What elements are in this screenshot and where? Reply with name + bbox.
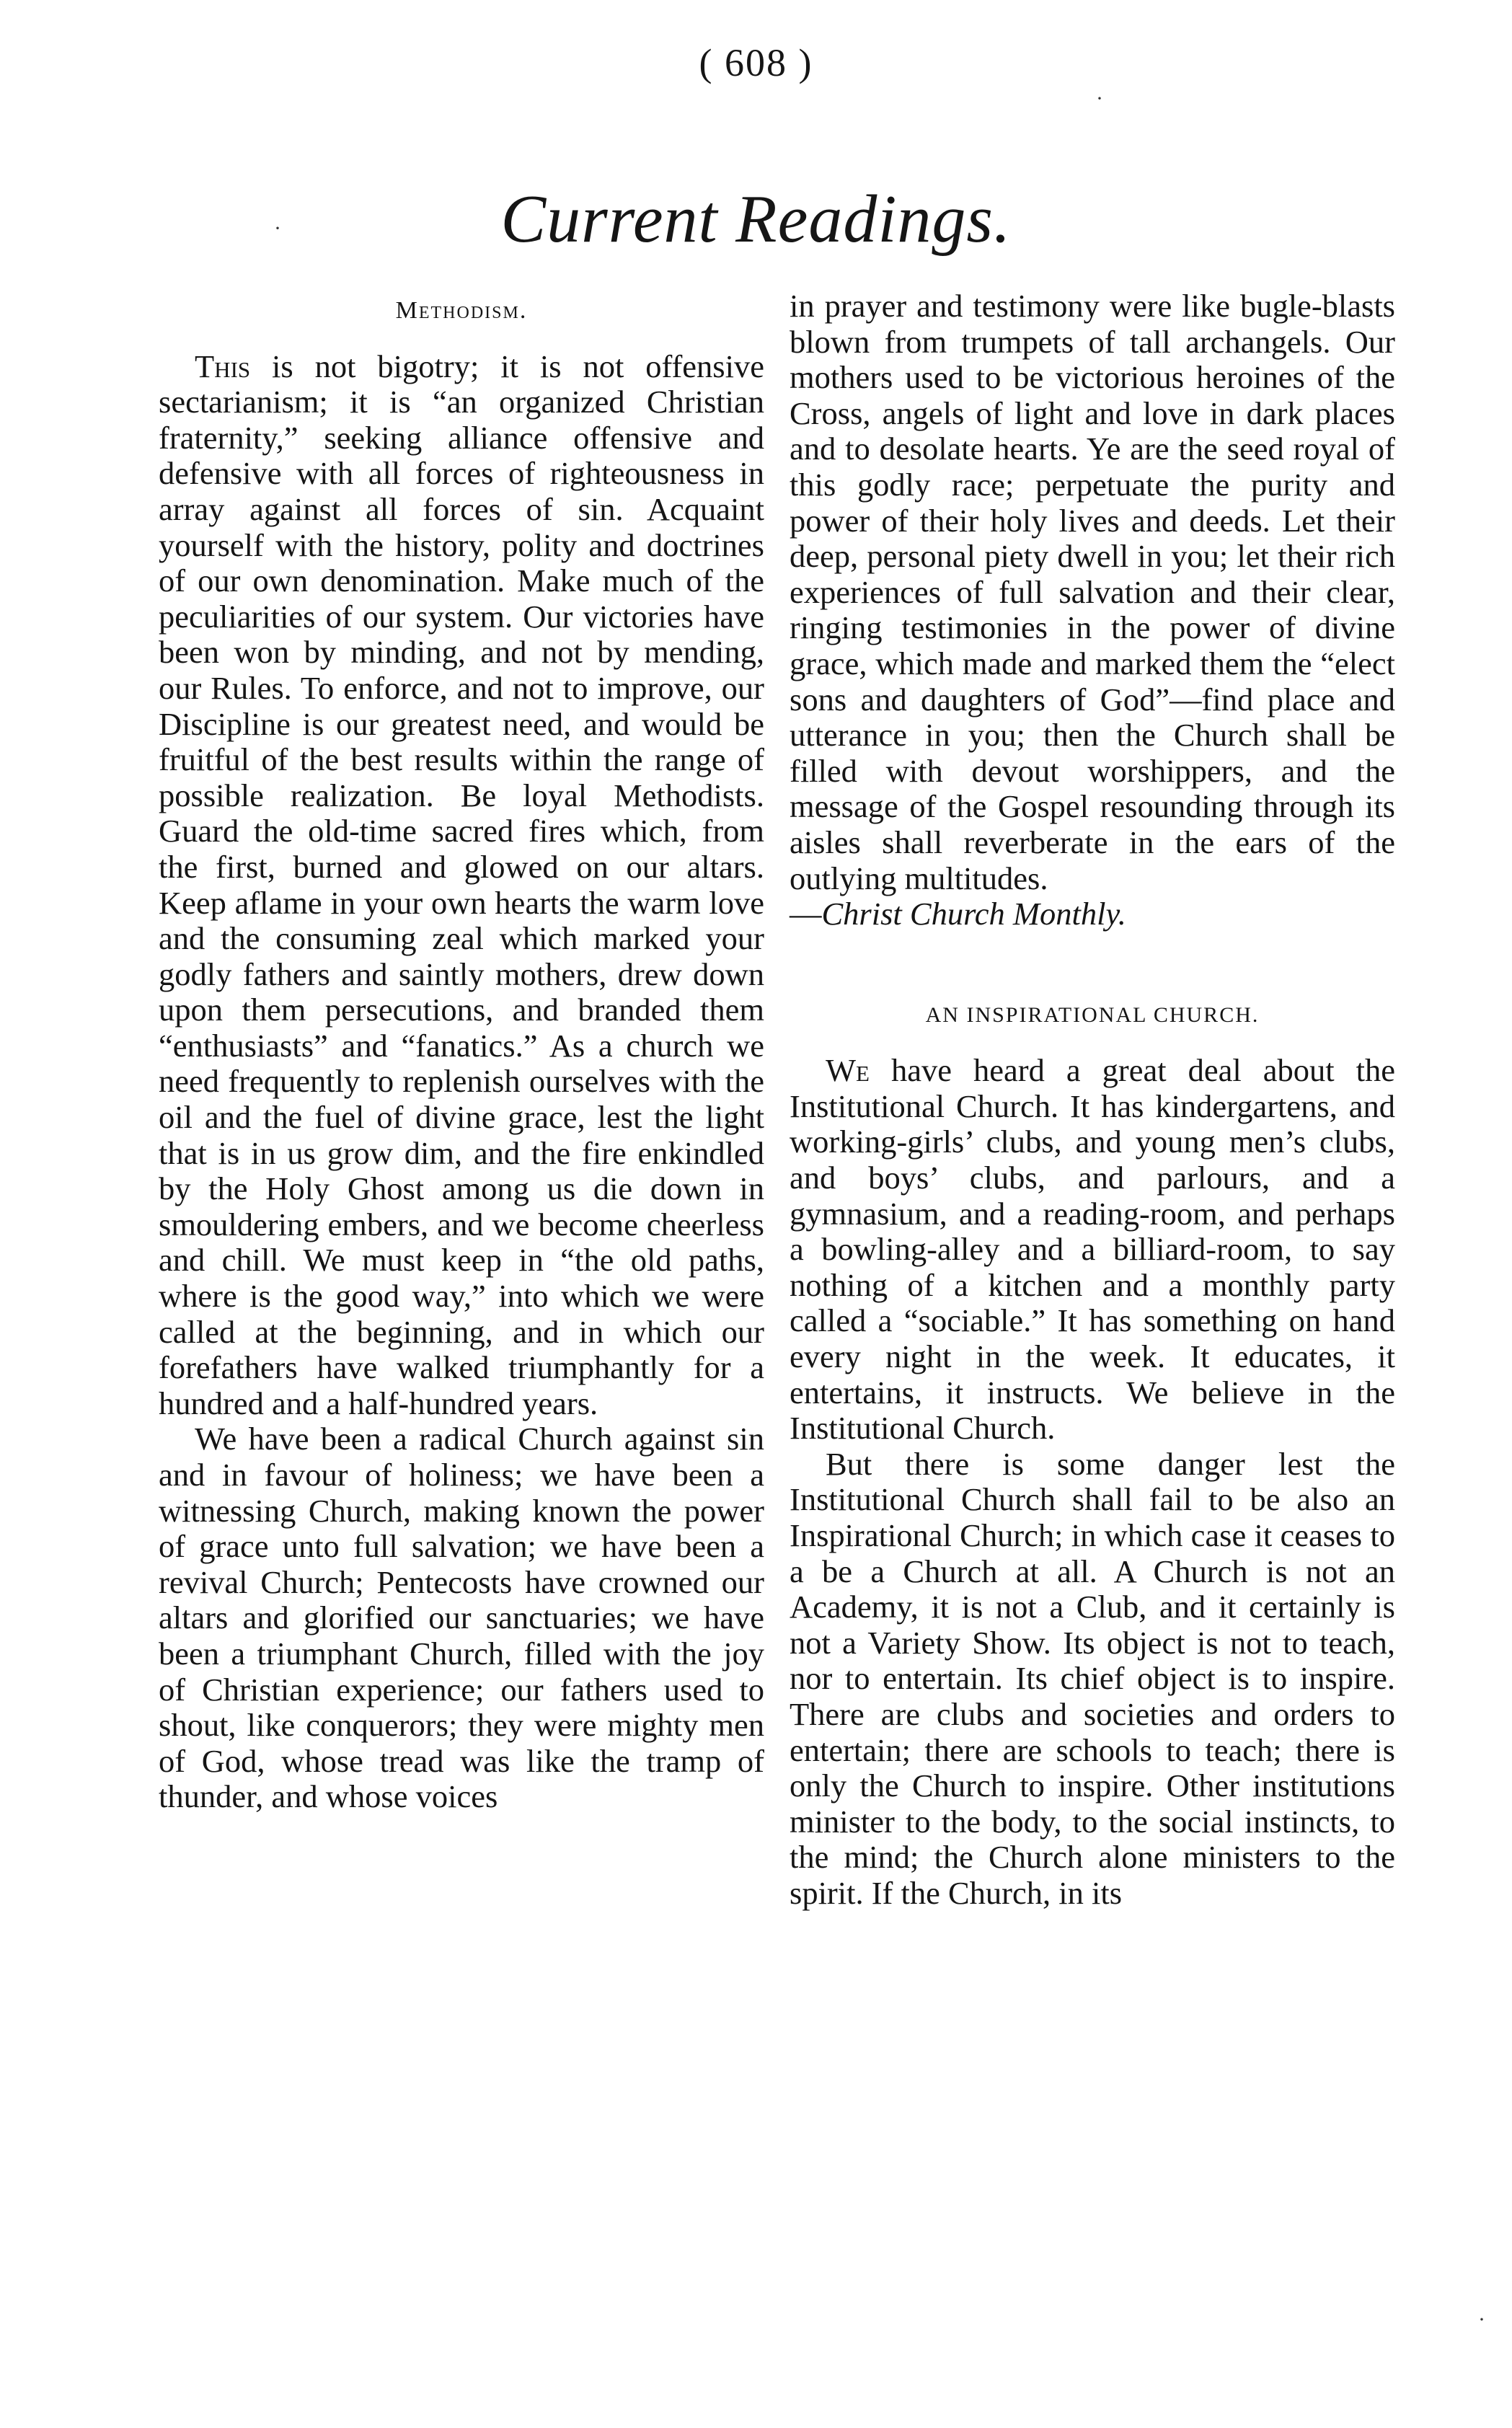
- source-name: Christ Church Monthly.: [821, 896, 1126, 932]
- source-citation: [790, 896, 1395, 932]
- source-dash: —: [790, 896, 822, 932]
- paragraph: [790, 1053, 1395, 1447]
- paragraph: But there is some danger lest the Institutional Church shall fail to be also an Inspirational Church; in which case it ceases to a be a Church at all. A Church is not an Academy, it is not a Club, and it certainly is not a Variety Show. Its object is not to teach, nor to entertain. Its chief object is to inspire. There are clubs and societies and orders to entertain; there are schools to teach; there is only the Church to inspire. Other institutions minister to the body, to the social instincts, to the mind; the Church alone ministers to the spirit. If the Church, in its: [790, 1445, 1395, 1911]
- paragraph-lead-in: We: [826, 1052, 870, 1089]
- paragraph-lead-in: This: [195, 348, 251, 384]
- print-speck: ·: [1096, 87, 1103, 110]
- paragraph: [159, 349, 764, 1422]
- paragraph-continued: in prayer and testimony were like bugle-blasts blown from trumpets of tall archangels. Our mothers used to be victorious heroines of the Cross, angels of light and love in dark places and to desolate hearts. Ye are the seed royal of this godly race; perpetuate the purity and power of their holy lives and deeds. Let their deep, personal piety dwell in you; let their rich experiences of full salvation and their clear, ringing testimonies in the power of divine grace, which made and marked them the “elect sons and daughters of God”—find place and utterance in you; then the Church shall be filled with devout worshippers, and the message of the Gospel resounding through its aisles shall reverberate in the ears of the outlying multitudes.: [790, 288, 1395, 896]
- print-speck: ·: [274, 216, 281, 240]
- paragraph-text: have heard a great deal about the Institutional Church. It has kindergartens, and working-girls’ clubs, and young men’s clubs, and boys’ clubs, and parlours, and a gymnasium, and a reading-room, and perhaps a bowling-alley and a billiard-room, to say nothing of a kitchen and a monthly party called a “sociable.” It has something on hand every night in the week. It educates, it entertains, it instructs. We believe in the Institutional Church.: [790, 1052, 1395, 1447]
- left-column: [159, 288, 764, 1815]
- page-title: Current Readings.: [500, 182, 1012, 257]
- print-speck: ·: [1478, 2308, 1485, 2331]
- section-heading-methodism: Methodism.: [395, 297, 528, 324]
- right-column: [790, 288, 1395, 1912]
- paragraph-text: is not bigotry; it is not offensive sectarianism; it is “an organized Christian fraternity,” seeking alliance offensive and defensive with all forces of righteousness in array against all forces of sin. Acquaint yourself with the history, polity and doctrines of our own denomination. Make much of the peculiarities of our system. Our victories have been won by minding, and not by mending, our Rules. To enforce, and not to improve, our Discipline is our greatest need, and would be fruitful of the best results within the range of possible realization. Be loyal Methodists. Guard the old-time sacred fires which, from the first, burned and glowed on our altars. Keep aflame in your own hearts the warm love and the consuming zeal which marked your godly fathers and saintly mothers, drew down upon them persecutions, and branded them “enthusiasts” and “fanatics.” As a church we need frequently to replenish ourselves with the oil and the fuel of divine grace, lest the light that is in us grow dim, and the fire enkindled by the Holy Ghost among us die down in smouldering embers, and we become cheerless and chill. We must keep in “the old paths, where is the good way,” into which we were called at the beginning, and in which our forefathers have walked triumphantly for a hundred and a half-hundred years.: [159, 348, 764, 1421]
- section-heading-inspirational-church: AN INSPIRATIONAL CHURCH.: [925, 1002, 1260, 1027]
- paragraph: We have been a radical Church against sin and in favour of holiness; we have been a witnessing Church, making known the power of grace unto full salvation; we have been a revival Church; Pentecosts have crowned our altars and glorified our sanctuaries; we have been a triumphant Church, filled with the joy of Christian experience; our fathers used to shout, like conquerors; they were mighty men of God, whose tread was like the tramp of thunder, and whose voices: [159, 1421, 764, 1815]
- page-number: ( 608 ): [699, 41, 813, 84]
